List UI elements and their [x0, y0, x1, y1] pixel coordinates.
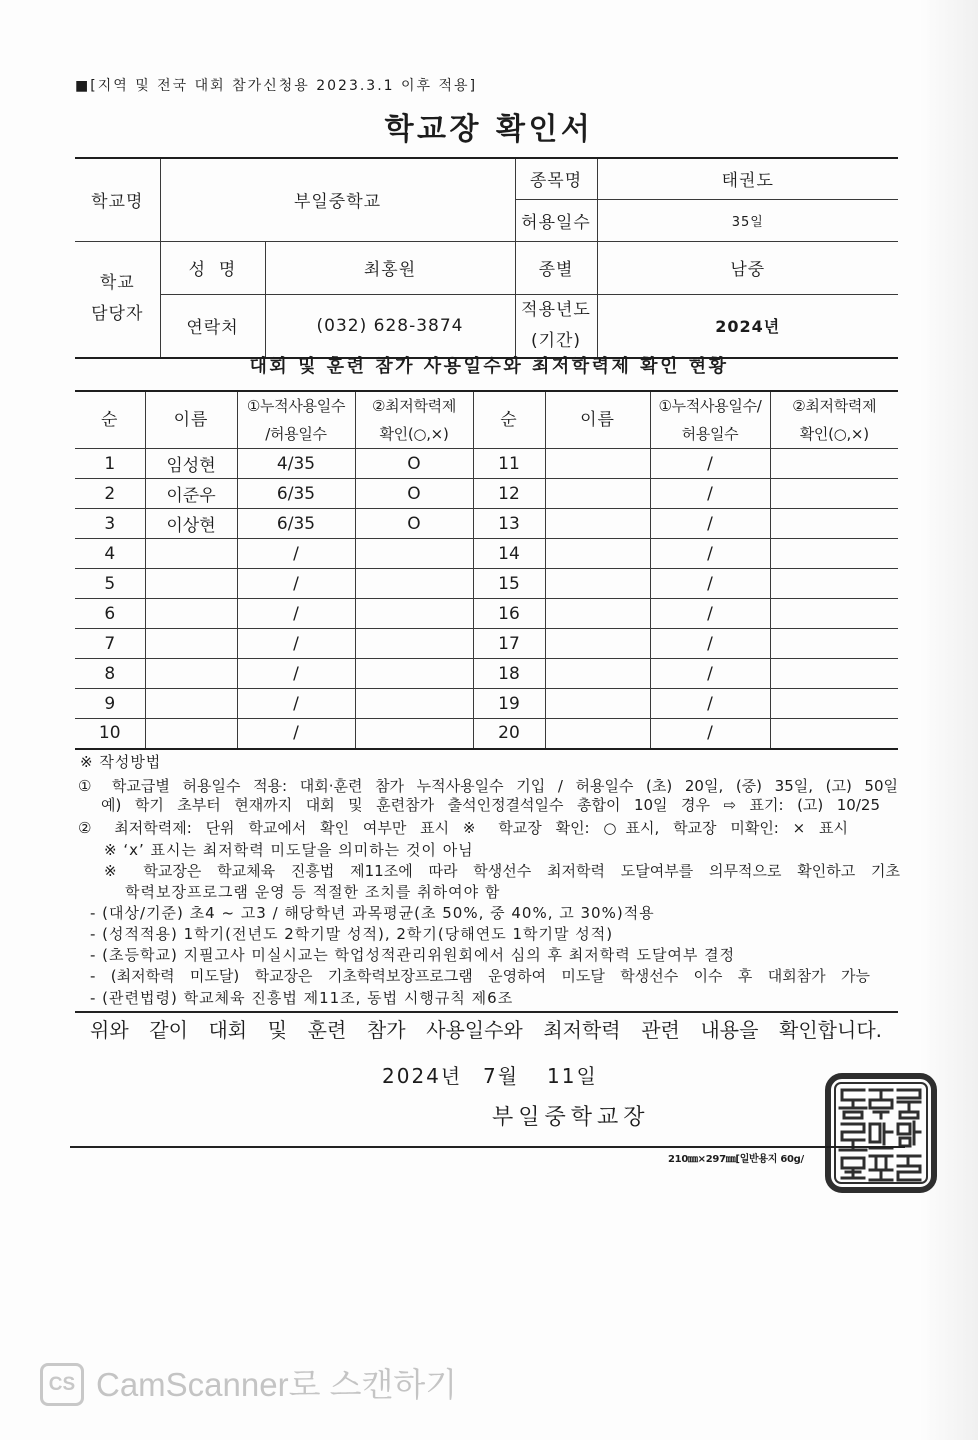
min-academic-check	[770, 659, 898, 689]
col-header-line: ①누적사용일수	[246, 397, 346, 415]
col-header-number: 순	[75, 391, 145, 449]
status-header-row	[75, 391, 898, 449]
cumulative-days: /	[237, 599, 355, 629]
student-name	[545, 599, 650, 629]
cumulative-days: /	[650, 659, 770, 689]
row-number: 16	[473, 599, 545, 629]
footer-divider	[70, 1146, 905, 1148]
cumulative-days: /	[650, 509, 770, 539]
staff-name-value: 최홍원	[265, 241, 515, 294]
student-name	[145, 629, 237, 659]
date-day: 11일	[547, 1064, 598, 1088]
criteria-item: - (대상/기준) 초4 ~ 고3 / 해당학년 과목평균(초 50%, 중 40%, 고 30%)적용	[90, 904, 655, 922]
date-year: 2024년	[382, 1064, 463, 1088]
cumulative-days: /	[237, 539, 355, 569]
form-usage-note: ■[지역 및 전국 대회 참가신청용 2023.3.1 이후 적용]	[75, 78, 478, 94]
status-row	[75, 509, 898, 539]
cumulative-days: /	[237, 629, 355, 659]
instruction-item-1-example: 예) 학기 초부터 현재까지 대회 및 훈련참가 출석인정결석일수 총합이 10일 경우 ⇨ 표기: (고) 10/25	[101, 796, 880, 814]
instruction-item-2-note: ※ ‘x’ 표시는 최저학력 미도달을 의미하는 것이 아님	[104, 841, 474, 859]
cumulative-days: /	[650, 449, 770, 479]
status-section-heading: 대회 및 훈련 참가 사용일수와 최저학력제 확인 현황	[249, 356, 729, 377]
divider	[75, 1011, 898, 1013]
col-header-name: 이름	[545, 391, 650, 449]
school-name-value: 부일중학교	[160, 158, 515, 241]
cumulative-days: /	[237, 569, 355, 599]
status-row	[75, 629, 898, 659]
min-academic-check	[770, 449, 898, 479]
sport-label: 종목명	[515, 158, 597, 199]
participation-status-table	[75, 390, 898, 750]
min-academic-check	[770, 599, 898, 629]
row-number: 8	[75, 659, 145, 689]
row-number: 3	[75, 509, 145, 539]
student-name	[545, 539, 650, 569]
instruction-item-2-note: 학력보장프로그램 운영 등 적절한 조치를 취하여야 함	[125, 883, 501, 901]
min-academic-check	[770, 509, 898, 539]
min-academic-check	[355, 599, 473, 629]
school-staff-label	[75, 241, 160, 358]
row-number: 13	[473, 509, 545, 539]
cumulative-days: 6/35	[237, 509, 355, 539]
min-academic-check: O	[355, 449, 473, 479]
status-row	[75, 599, 898, 629]
row-number: 12	[473, 479, 545, 509]
student-name	[145, 569, 237, 599]
row-number: 4	[75, 539, 145, 569]
cumulative-days: /	[650, 599, 770, 629]
cumulative-days: /	[237, 689, 355, 719]
criteria-item: - (성적적용) 1학기(전년도 2학기말 성적), 2학기(당해연도 1학기말 성적)	[90, 925, 614, 943]
phone-label: 연락처	[160, 294, 265, 358]
status-row	[75, 479, 898, 509]
row-number: 1	[75, 449, 145, 479]
student-name	[545, 659, 650, 689]
applied-year-value: 2024년	[597, 294, 898, 358]
allowed-days-value: 35일	[597, 199, 898, 241]
cumulative-days: /	[237, 659, 355, 689]
row-number: 14	[473, 539, 545, 569]
cumulative-days: 6/35	[237, 479, 355, 509]
school-name-label: 학교명	[75, 158, 160, 241]
row-number: 18	[473, 659, 545, 689]
camscanner-watermark-text: CamScanner로 스캔하기	[96, 1366, 458, 1403]
school-staff-label-line1: 학교	[99, 273, 135, 293]
cumulative-days: /	[650, 569, 770, 599]
student-name	[145, 599, 237, 629]
instruction-item-2-note: ※ 학교장은 학교체육 진흥법 제11조에 따라 학생선수 최저학력 도달여부를 의무적으로 확인하고 기초	[104, 862, 900, 880]
signer-title: 부일중학교장	[492, 1105, 650, 1130]
school-staff-label-line2: 담당자	[91, 304, 144, 324]
min-academic-check	[770, 629, 898, 659]
min-academic-check: O	[355, 509, 473, 539]
student-name	[545, 719, 650, 749]
category-value: 남중	[597, 241, 898, 294]
date-month: 7월	[483, 1064, 520, 1088]
row-number: 2	[75, 479, 145, 509]
cumulative-days: /	[650, 629, 770, 659]
row-number: 19	[473, 689, 545, 719]
row-number: 6	[75, 599, 145, 629]
cumulative-days: /	[237, 719, 355, 749]
min-academic-check	[355, 539, 473, 569]
student-name	[545, 509, 650, 539]
row-number: 7	[75, 629, 145, 659]
student-name	[545, 479, 650, 509]
student-name: 이준우	[145, 479, 237, 509]
status-row	[75, 689, 898, 719]
applied-year-label-line1: 적용년도	[521, 299, 591, 320]
staff-name-label: 성 명	[160, 241, 265, 294]
status-row	[75, 719, 898, 749]
col-header-line: /허용일수	[265, 425, 327, 443]
camscanner-logo-icon: CS	[40, 1363, 84, 1406]
paper-spec: 210㎜×297㎜[일반용지 60g/	[668, 1154, 804, 1165]
min-academic-check	[355, 689, 473, 719]
row-number: 17	[473, 629, 545, 659]
student-name: 임성현	[145, 449, 237, 479]
cumulative-days: /	[650, 719, 770, 749]
applied-year-label	[515, 294, 597, 358]
document-title: 학교장 확인서	[384, 112, 594, 147]
min-academic-check	[770, 689, 898, 719]
status-row	[75, 659, 898, 689]
col-header-line: ②최저학력제	[792, 397, 877, 415]
instruction-item-1: ① 학교급별 허용일수 적용: 대회·훈련 참가 누적사용일수 기입 / 허용일수 (초) 20일, (중) 35일, (고) 50일	[78, 777, 898, 795]
category-label: 종별	[515, 241, 597, 294]
min-academic-check	[355, 659, 473, 689]
instructions-heading: ※ 작성방법	[80, 753, 162, 771]
min-academic-check	[770, 719, 898, 749]
col-header-line: 허용일수	[681, 425, 739, 443]
cumulative-days: /	[650, 689, 770, 719]
min-academic-check	[770, 479, 898, 509]
criteria-item: - (최저학력 미도달) 학교장은 기초학력보장프로그램 운영하여 미도달 학생선수 이수 후 대회참가 가능	[90, 967, 870, 985]
col-header-number: 순	[473, 391, 545, 449]
applied-year-label-line2: (기간)	[530, 330, 582, 351]
row-number: 10	[75, 719, 145, 749]
row-number: 15	[473, 569, 545, 599]
instruction-item-2: ② 최저학력제: 단위 학교에서 확인 여부만 표시 ※ 학교장 확인: ○표시, 학교장 미확인: × 표시	[78, 819, 848, 837]
student-name	[545, 449, 650, 479]
student-name	[545, 569, 650, 599]
status-row	[75, 539, 898, 569]
cumulative-days: /	[650, 539, 770, 569]
allowed-days-label: 허용일수	[515, 199, 597, 241]
col-header-cumulative-days	[237, 391, 355, 449]
student-name	[145, 689, 237, 719]
col-header-min-academic	[770, 391, 898, 449]
sport-value: 태권도	[597, 158, 898, 199]
min-academic-check	[355, 569, 473, 599]
row-number: 5	[75, 569, 145, 599]
col-header-min-academic	[355, 391, 473, 449]
col-header-cumulative-days	[650, 391, 770, 449]
phone-value: (032) 628-3874	[265, 294, 515, 358]
col-header-line: ①누적사용일수/	[658, 397, 762, 415]
min-academic-check: O	[355, 479, 473, 509]
min-academic-check	[770, 569, 898, 599]
criteria-item: - (관련법령) 학교체육 진흥법 제11조, 동법 시행규칙 제6조	[90, 989, 514, 1007]
row-number: 20	[473, 719, 545, 749]
confirmation-statement: 위와 같이 대회 및 훈련 참가 사용일수와 최저학력 관련 내용을 확인합니다.	[90, 1018, 882, 1042]
official-seal-icon	[824, 1072, 938, 1194]
student-name	[145, 659, 237, 689]
col-header-name: 이름	[145, 391, 237, 449]
col-header-line: 확인(○,×)	[799, 425, 869, 443]
student-name	[545, 629, 650, 659]
status-row	[75, 569, 898, 599]
student-name	[145, 719, 237, 749]
col-header-line: ②최저학력제	[371, 397, 457, 415]
school-info-table	[75, 157, 898, 359]
min-academic-check	[355, 719, 473, 749]
row-number: 11	[473, 449, 545, 479]
cumulative-days: /	[650, 479, 770, 509]
col-header-line: 확인(○,×)	[379, 425, 449, 443]
criteria-item: - (초등학교) 지필고사 미실시교는 학업성적관리위원회에서 심의 후 최저학력 도달여부 결정	[90, 946, 736, 964]
cumulative-days: 4/35	[237, 449, 355, 479]
student-name	[145, 539, 237, 569]
row-number: 9	[75, 689, 145, 719]
status-row	[75, 449, 898, 479]
min-academic-check	[770, 539, 898, 569]
student-name	[545, 689, 650, 719]
student-name: 이상현	[145, 509, 237, 539]
min-academic-check	[355, 629, 473, 659]
